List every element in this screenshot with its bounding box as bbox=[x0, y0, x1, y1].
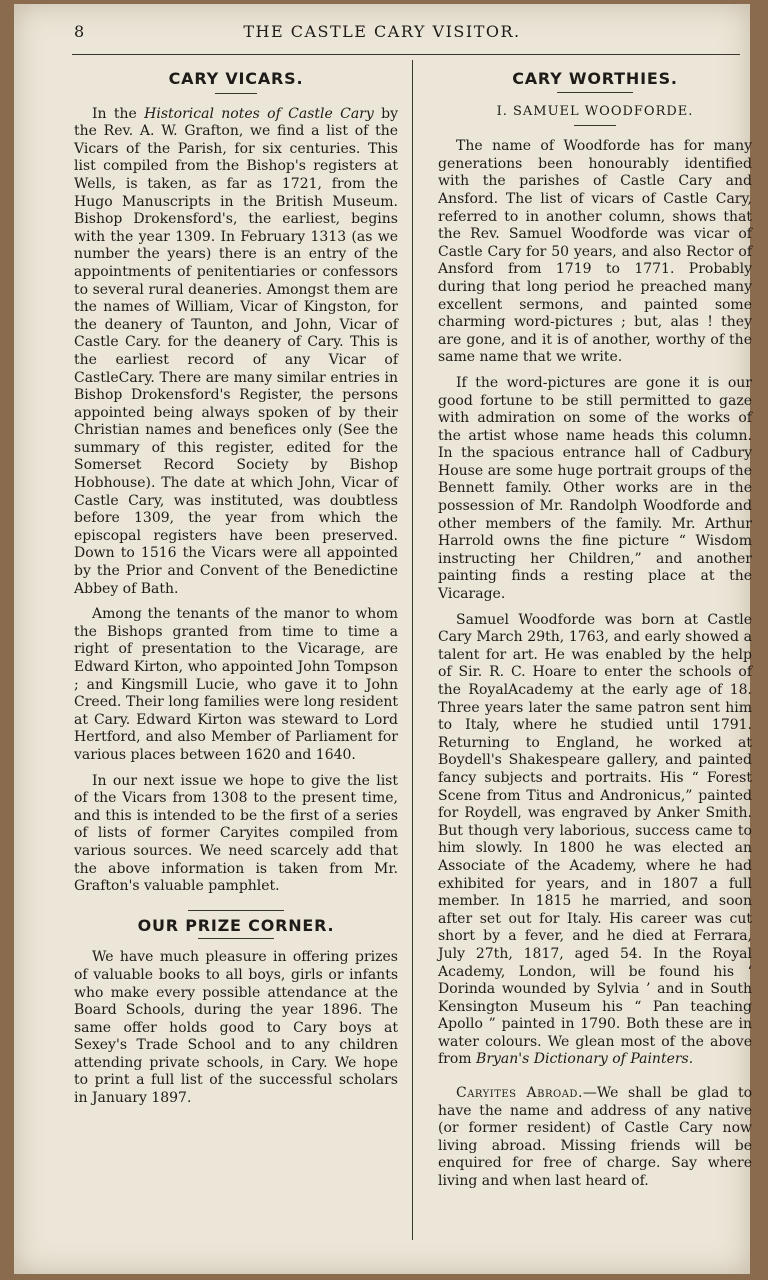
cary-worthies-heading: CARY WORTHIES. bbox=[512, 69, 678, 88]
left-column bbox=[74, 64, 398, 1116]
caryites-abroad-paragraph: Caryites Abroad.—We shall be glad to have the name and address of any native (or former resident) of Castle Cary now living abroad. Missing friends will be enquired for free of charge. Say where living and when last heard of. bbox=[438, 1085, 752, 1190]
worthies-paragraph-2: If the word-pictures are gone it is our good fortune to be still permitted to gaze with admiration on some of the works of the artist whose name heads this column. In the spacious entrance hall of Cadbury House are some huge portrait groups of the Bennett family. Other works are in the possession of Mr. Randolph Woodforde and other members of the family. Mr. Arthur Harrold owns the fine picture “ Wisdom instructing her Children,” and another painting finds a resting place at the Vicarage. bbox=[438, 374, 752, 603]
prize-corner-heading: OUR PRIZE CORNER. bbox=[137, 915, 335, 935]
worthies-paragraph-3: Samuel Woodforde was born at Castle Cary March 29th, 1763, and early showed a talent for art. He was enabled by the help of Sir. R. C. Hoare to enter the schools of the RoyalAcademy at the early age of 18. Three years later the same patron sent him to Italy, where he studied until 1791. Returning to England, he worked at Boydell's Shakespeare gallery, and painted fancy subjects and portraits. His “ Forest Scene from Titus and Andronicus,” painted for Roydell, was engraved by Anker Smith. But though very laborious, success came to him slowly. In 1800 he was elected an Associate of the Academy, where he had exhibited for years, and in 1807 a full member. In 1815 he married, and soon after set out for Italy. His career was cut short by a fever, and he died at Ferrara, July 27th, 1817, aged 54. In the Royal Academy, London, will be found his ‘ Dorinda wounded by Sylvia ’ and in South Kensington Museum his “ Pan teaching Apollo ” painted in 1790. Both these are in water colours. We glean most of the above from Bryan's Dictionary of Painters. bbox=[438, 611, 752, 1068]
vicars-paragraph-3: In our next issue we hope to give the list of the Vicars from 1308 to the present time, and this is intended to be the first of a series of lists of former Caryites compiled from various sources. We need scarcely add that the above information is taken from Mr. Grafton's valuable pamphlet. bbox=[74, 772, 398, 895]
worthies-paragraph-1: The name of Woodforde has for many generations been honourably identified with the parishes of Castle Cary and Ansford. The list of vicars of Castle Cary, referred to in another column, shows that the Rev. Samuel Woodforde was vicar of Castle Cary for 50 years, and also Rector of Ansford from 1719 to 1771. Probably during that long period he preached many excellent sermons, and painted some charming word-pictures ; but, alas ! they are gone, and it is of another, worthy of the same name that we write. bbox=[438, 138, 752, 366]
masthead-title: THE CASTLE CARY VISITOR. bbox=[243, 22, 521, 41]
cary-vicars-heading: CARY VICARS. bbox=[168, 69, 304, 88]
page-number: 8 bbox=[74, 22, 86, 41]
header-rule bbox=[72, 54, 740, 55]
heading-rule bbox=[557, 92, 633, 93]
section-rule bbox=[188, 910, 284, 911]
column-divider bbox=[412, 60, 413, 1240]
page-header bbox=[14, 22, 750, 48]
samuel-woodforde-subheading: I. SAMUEL WOODFORDE. bbox=[496, 103, 694, 119]
heading-dash bbox=[198, 938, 274, 939]
newspaper-page bbox=[14, 4, 750, 1274]
vicars-paragraph-1: In the Historical notes of Castle Cary by the Rev. A. W. Grafton, we find a list of the Vicars of the Parish, for six centuries. This list compiled from the Bishop's registers at Wells, is taken, as far as 1721, from the Hugo Manuscripts in the British Museum. Bishop Drokensford's, the earliest, begins with the year 1309. In February 1313 (as we number the years) there is an entry of the appointments of penitentiaries or confessors to several rural deaneries. Amongst them are the names of William, Vicar of Kingston, for the deanery of Taunton, and John, Vicar of Castle Cary. for the deanery of Cary. This is the earliest record of any Vicar of CastleCary. There are many similar entries in Bishop Drokensford's Register, the persons appointed being always spoken of by their Christian names and benefices only (See the summary of this register, edited for the Somerset Record Society by Bishop Hobhouse). The date at which John, Vicar of Castle Cary, was instituted, was doubtless before 1309, the year from which the episcopal registers have been preserved. Down to 1516 the Vicars were all appointed by the Prior and Convent of the Benedictine Abbey of Bath. bbox=[74, 105, 398, 597]
heading-dash bbox=[215, 93, 257, 94]
right-column bbox=[438, 64, 752, 1199]
subheading-dash bbox=[574, 125, 616, 126]
prize-paragraph: We have much pleasure in offering prizes of valuable books to all boys, girls or infants who make every possible attendance at the Board Schools, during the year 1896. The same offer holds good to Cary boys at Sexey's Trade School and to any children attending private schools, in Cary. We hope to print a full list of the successful scholars in January 1897. bbox=[74, 949, 398, 1107]
vicars-paragraph-2: Among the tenants of the manor to whom the Bishops granted from time to time a right of presentation to the Vicarage, are Edward Kirton, who appointed John Tompson ; and Kingsmill Lucie, who gave it to John Creed. Their long families were long resident at Cary. Edward Kirton was steward to Lord Hertford, and also Member of Parliament for various places between 1620 and 1640. bbox=[74, 606, 398, 763]
